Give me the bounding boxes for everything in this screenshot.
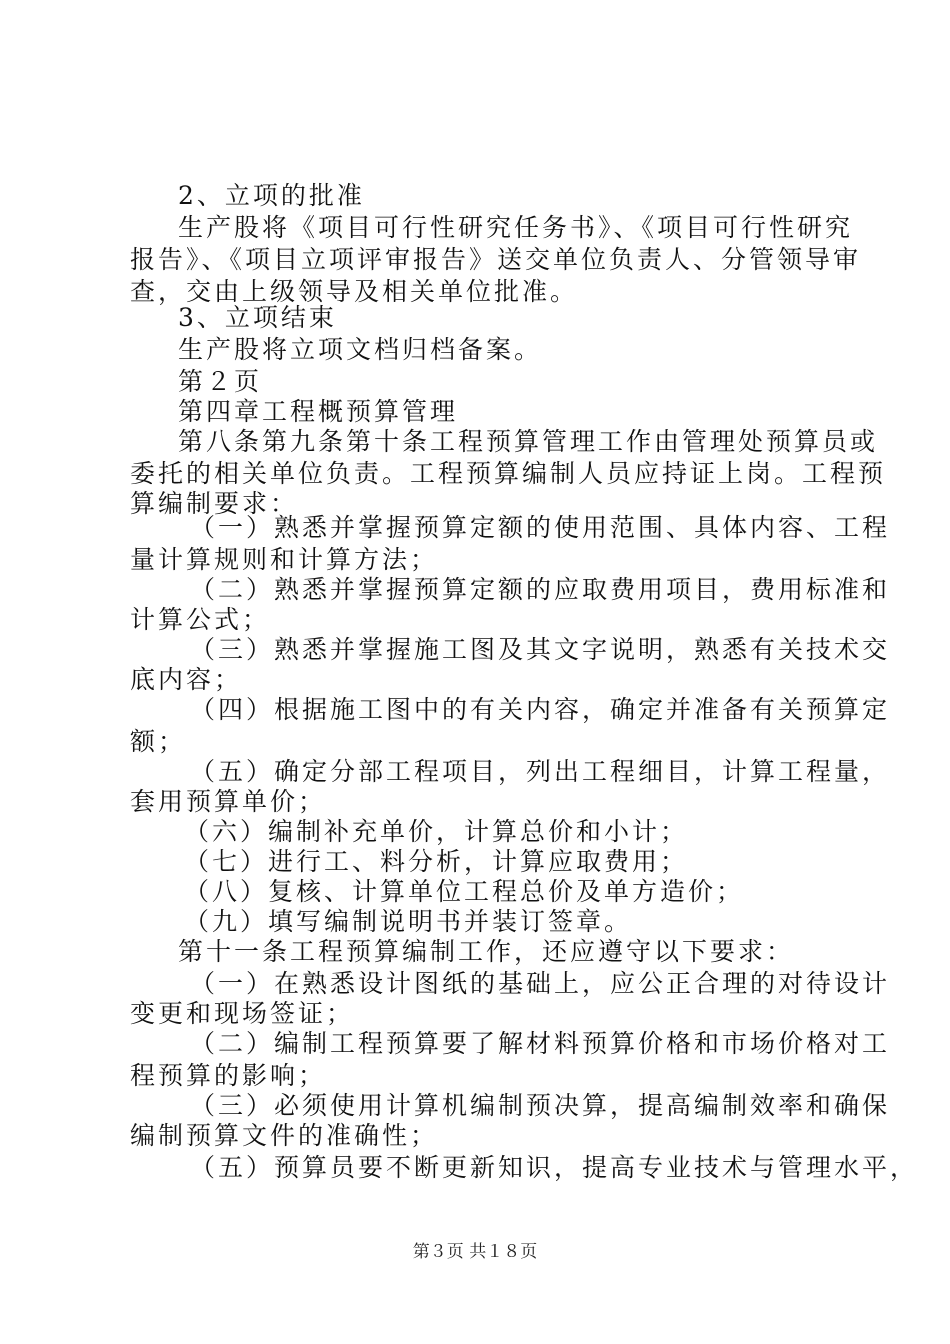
list-item-line: 程预算的影响； xyxy=(130,1061,327,1090)
list-item-line: 编制预算文件的准确性； xyxy=(130,1121,439,1150)
article-heading: 第十一条工程预算编制工作，还应遵守以下要求： xyxy=(178,937,795,966)
list-item-line: （五）确定分部工程项目，列出工程细目，计算工程量， xyxy=(190,757,891,786)
list-item-line: （七）进行工、料分析，计算应取费用； xyxy=(184,847,689,876)
inline-page-marker: 第２页 xyxy=(178,367,263,396)
list-item-line: （二）熟悉并掌握预算定额的应取费用项目，费用标准和 xyxy=(190,575,891,604)
list-item-line: （一）在熟悉设计图纸的基础上，应公正合理的对待设计 xyxy=(190,969,891,998)
paragraph-line: 委托的相关单位负责。工程预算编制人员应持证上岗。工程预 xyxy=(130,459,887,488)
chapter-heading: 第四章工程概预算管理 xyxy=(178,397,459,426)
paragraph-line: 报告》、《项目立项评审报告》送交单位负责人、分管领导审 xyxy=(130,245,862,274)
page-footer: 第３页 共１８页 xyxy=(412,1242,538,1262)
paragraph-line: 算编制要求： xyxy=(130,489,299,518)
list-item-line: （三）熟悉并掌握施工图及其文字说明，熟悉有关技术交 xyxy=(190,635,891,664)
list-item-line: （六）编制补充单价，计算总价和小计； xyxy=(184,817,689,846)
list-item-line: （二）编制工程预算要了解材料预算价格和市场价格对工 xyxy=(190,1029,891,1058)
list-item-line: 额； xyxy=(130,727,187,756)
paragraph-line: 第八条第九条第十条工程预算管理工作由管理处预算员或 xyxy=(178,427,879,456)
list-item-line: 量计算规则和计算方法； xyxy=(130,545,439,574)
section-heading: 2、立项的批准 xyxy=(178,181,365,210)
list-item-line: （三）必须使用计算机编制预决算，提高编制效率和确保 xyxy=(190,1091,891,1120)
paragraph-line: 生产股将《项目可行性研究任务书》、《项目可行性研究 xyxy=(178,213,854,242)
list-item-line: （一）熟悉并掌握预算定额的使用范围、具体内容、工程 xyxy=(190,513,891,542)
list-item-line: 套用预算单价； xyxy=(130,787,327,816)
list-item-line: 计算公式； xyxy=(130,605,271,634)
paragraph-line: 查，交由上级领导及相关单位批准。 xyxy=(130,277,579,306)
list-item-line: （八）复核、计算单位工程总价及单方造价； xyxy=(184,877,745,906)
list-item-line: 变更和现场签证； xyxy=(130,999,355,1028)
section-heading: 3、立项结束 xyxy=(178,303,337,332)
paragraph-line: 生产股将立项文档归档备案。 xyxy=(178,335,543,364)
list-item-line: （五）预算员要不断更新知识，提高专业技术与管理水平， xyxy=(190,1153,919,1182)
list-item-line: 底内容； xyxy=(130,665,243,694)
list-item-line: （四）根据施工图中的有关内容，确定并准备有关预算定 xyxy=(190,695,891,724)
list-item-line: （九）填写编制说明书并装订签章。 xyxy=(184,907,633,936)
